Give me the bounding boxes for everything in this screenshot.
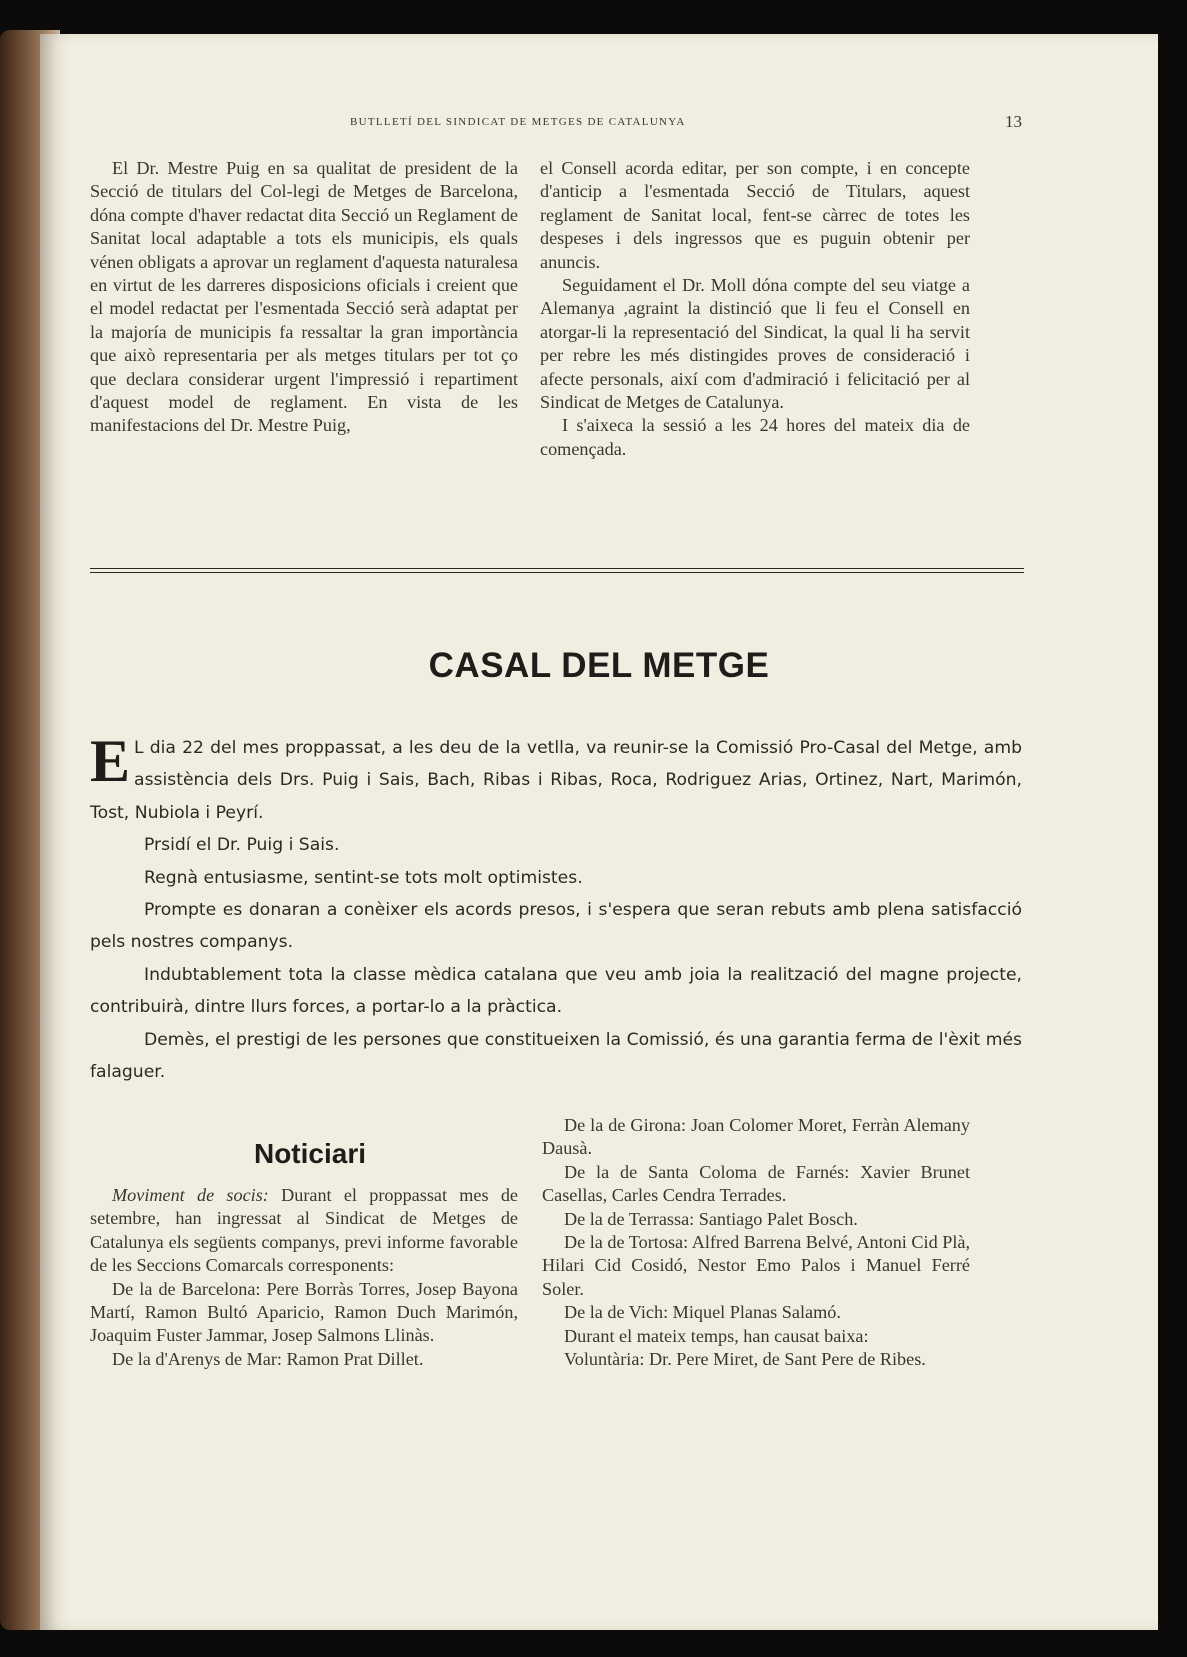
minutes-paragraph: I s'aixeca la sessió a les 24 hores del mateix dia de començada.	[540, 415, 970, 459]
casal-paragraph: Demès, el prestigi de les persones que constitueixen la Comissió, és una garantia ferma de l'èxit més falaguer.	[90, 1029, 1022, 1083]
noticiari-paragraph: Voluntària: Dr. Pere Miret, de Sant Pere de Ribes.	[564, 1349, 926, 1370]
noticiari-paragraph: De la de Vich: Miquel Planas Salamó.	[564, 1302, 841, 1323]
page-number: 13	[1005, 112, 1022, 131]
casal-paragraph: Indubtablement tota la classe mèdica catalana que veu amb joia la realització del magne projecte, contribuirà, dintre llurs forces, a portar-lo a la pràctica.	[90, 964, 1022, 1018]
noticiari-left-column	[90, 1184, 518, 1371]
casal-article	[90, 728, 1022, 1088]
running-title: BUTLLETÍ DEL SINDICAT DE METGES DE CATALUNYA	[350, 116, 686, 128]
noticiari-paragraph: De la de Santa Coloma de Farnés: Xavier Brunet Casellas, Carles Cendra Terrades.	[542, 1161, 970, 1206]
minutes-paragraph: el Consell acorda editar, per son compte, i en concepte d'anticip a l'esmentada Secció de Titulars, aquest reglament de Sanitat local, fent-se càrrec de totes les despeses i dels ingressos que es puguin obtenir per anuncis.	[540, 158, 970, 272]
noticiari-paragraph: De la de Girona: Joan Colomer Moret, Ferràn Alemany Dausà.	[542, 1115, 970, 1159]
journal-page	[40, 34, 1158, 1630]
top-right-column	[540, 157, 970, 461]
casal-paragraph: Prompte es donaran a conèixer els acords presos, i s'espera que seran rebuts amb plena satisfacció pels nostres companys.	[90, 900, 1022, 953]
casal-paragraph: Regnà entusiasme, sentint-se tots molt optimistes.	[144, 867, 583, 888]
noticiari-right-column	[542, 1114, 970, 1371]
noticiari-paragraph: De la de Barcelona: Pere Borràs Torres, Josep Bayona Martí, Ramon Bultó Aparicio, Ramon Duch Marimón, Joaquim Fuster Jammar, Josep Salmons Llinàs.	[90, 1278, 518, 1346]
page-header	[40, 112, 1158, 136]
section-lead: Moviment de socis:	[112, 1185, 269, 1205]
minutes-paragraph: El Dr. Mestre Puig en sa qualitat de president de la Secció de titulars del Col-legi de Metges de Barcelona, dóna compte d'haver redactat dita Secció un Reglament de Sanitat local adaptable a tots els municipis, els quals vénen obligats a aprovar un reglament d'aquesta naturalesa en virtut de les darreres disposicions oficials i creient que el model redactat per l'esmentada Secció serà adaptat per la majoría de municipis fa ressaltar la gran importància que això representaria per als metges titulars per tot ço que declara considerar urgent l'impressió i repartiment d'aquest model de reglament. En vista de les manifestacions del Dr. Mestre Puig,	[90, 158, 518, 436]
top-left-column	[90, 157, 518, 438]
section-divider	[90, 568, 1024, 573]
drop-cap: E	[90, 728, 131, 794]
casal-heading: CASAL DEL METGE	[428, 646, 770, 685]
casal-paragraph: Prsidí el Dr. Puig i Sais.	[144, 835, 340, 856]
noticiari-paragraph: De la de Tortosa: Alfred Barrena Belvé, Antoni Cid Plà, Hilari Cid Cosidó, Nestor Emo Palos i Manuel Ferré Soler.	[542, 1232, 971, 1299]
noticiari-paragraph: Moviment de socis: Durant el proppassat mes de setembre, han ingressat al Sindicat de Metges de Catalunya els següents companys, previ informe favorable de les Seccions Comarcals corresponents:	[90, 1185, 518, 1276]
casal-paragraph: E L dia 22 del mes proppassat, a les deu de la vetlla, va reunir-se la Comissió Pro-Casal del Metge, amb assistència dels Drs. Puig i Sais, Bach, Ribas i Ribas, Roca, Rodriguez Arias, Ortinez, Nart, Marimón, Tost, Nubiola i Peyrí.	[90, 728, 1022, 823]
noticiari-heading: Noticiari	[253, 1138, 367, 1169]
minutes-paragraph: Seguidament el Dr. Moll dóna compte del seu viatge a Alemanya ,agraint la distinció que li feu el Consell en atorgar-li la representació del Sindicat, la qual li ha servit per rebre les més distingides proves de consideració i afecte personals, així com d'admiració i felicitació per al Sindicat de Metges de Catalunya.	[540, 275, 970, 413]
noticiari-paragraph: De la de Terrassa: Santiago Palet Bosch.	[564, 1208, 858, 1229]
noticiari-paragraph: De la d'Arenys de Mar: Ramon Prat Dillet.	[112, 1348, 424, 1369]
noticiari-paragraph: Durant el mateix temps, han causat baixa:	[564, 1325, 869, 1346]
